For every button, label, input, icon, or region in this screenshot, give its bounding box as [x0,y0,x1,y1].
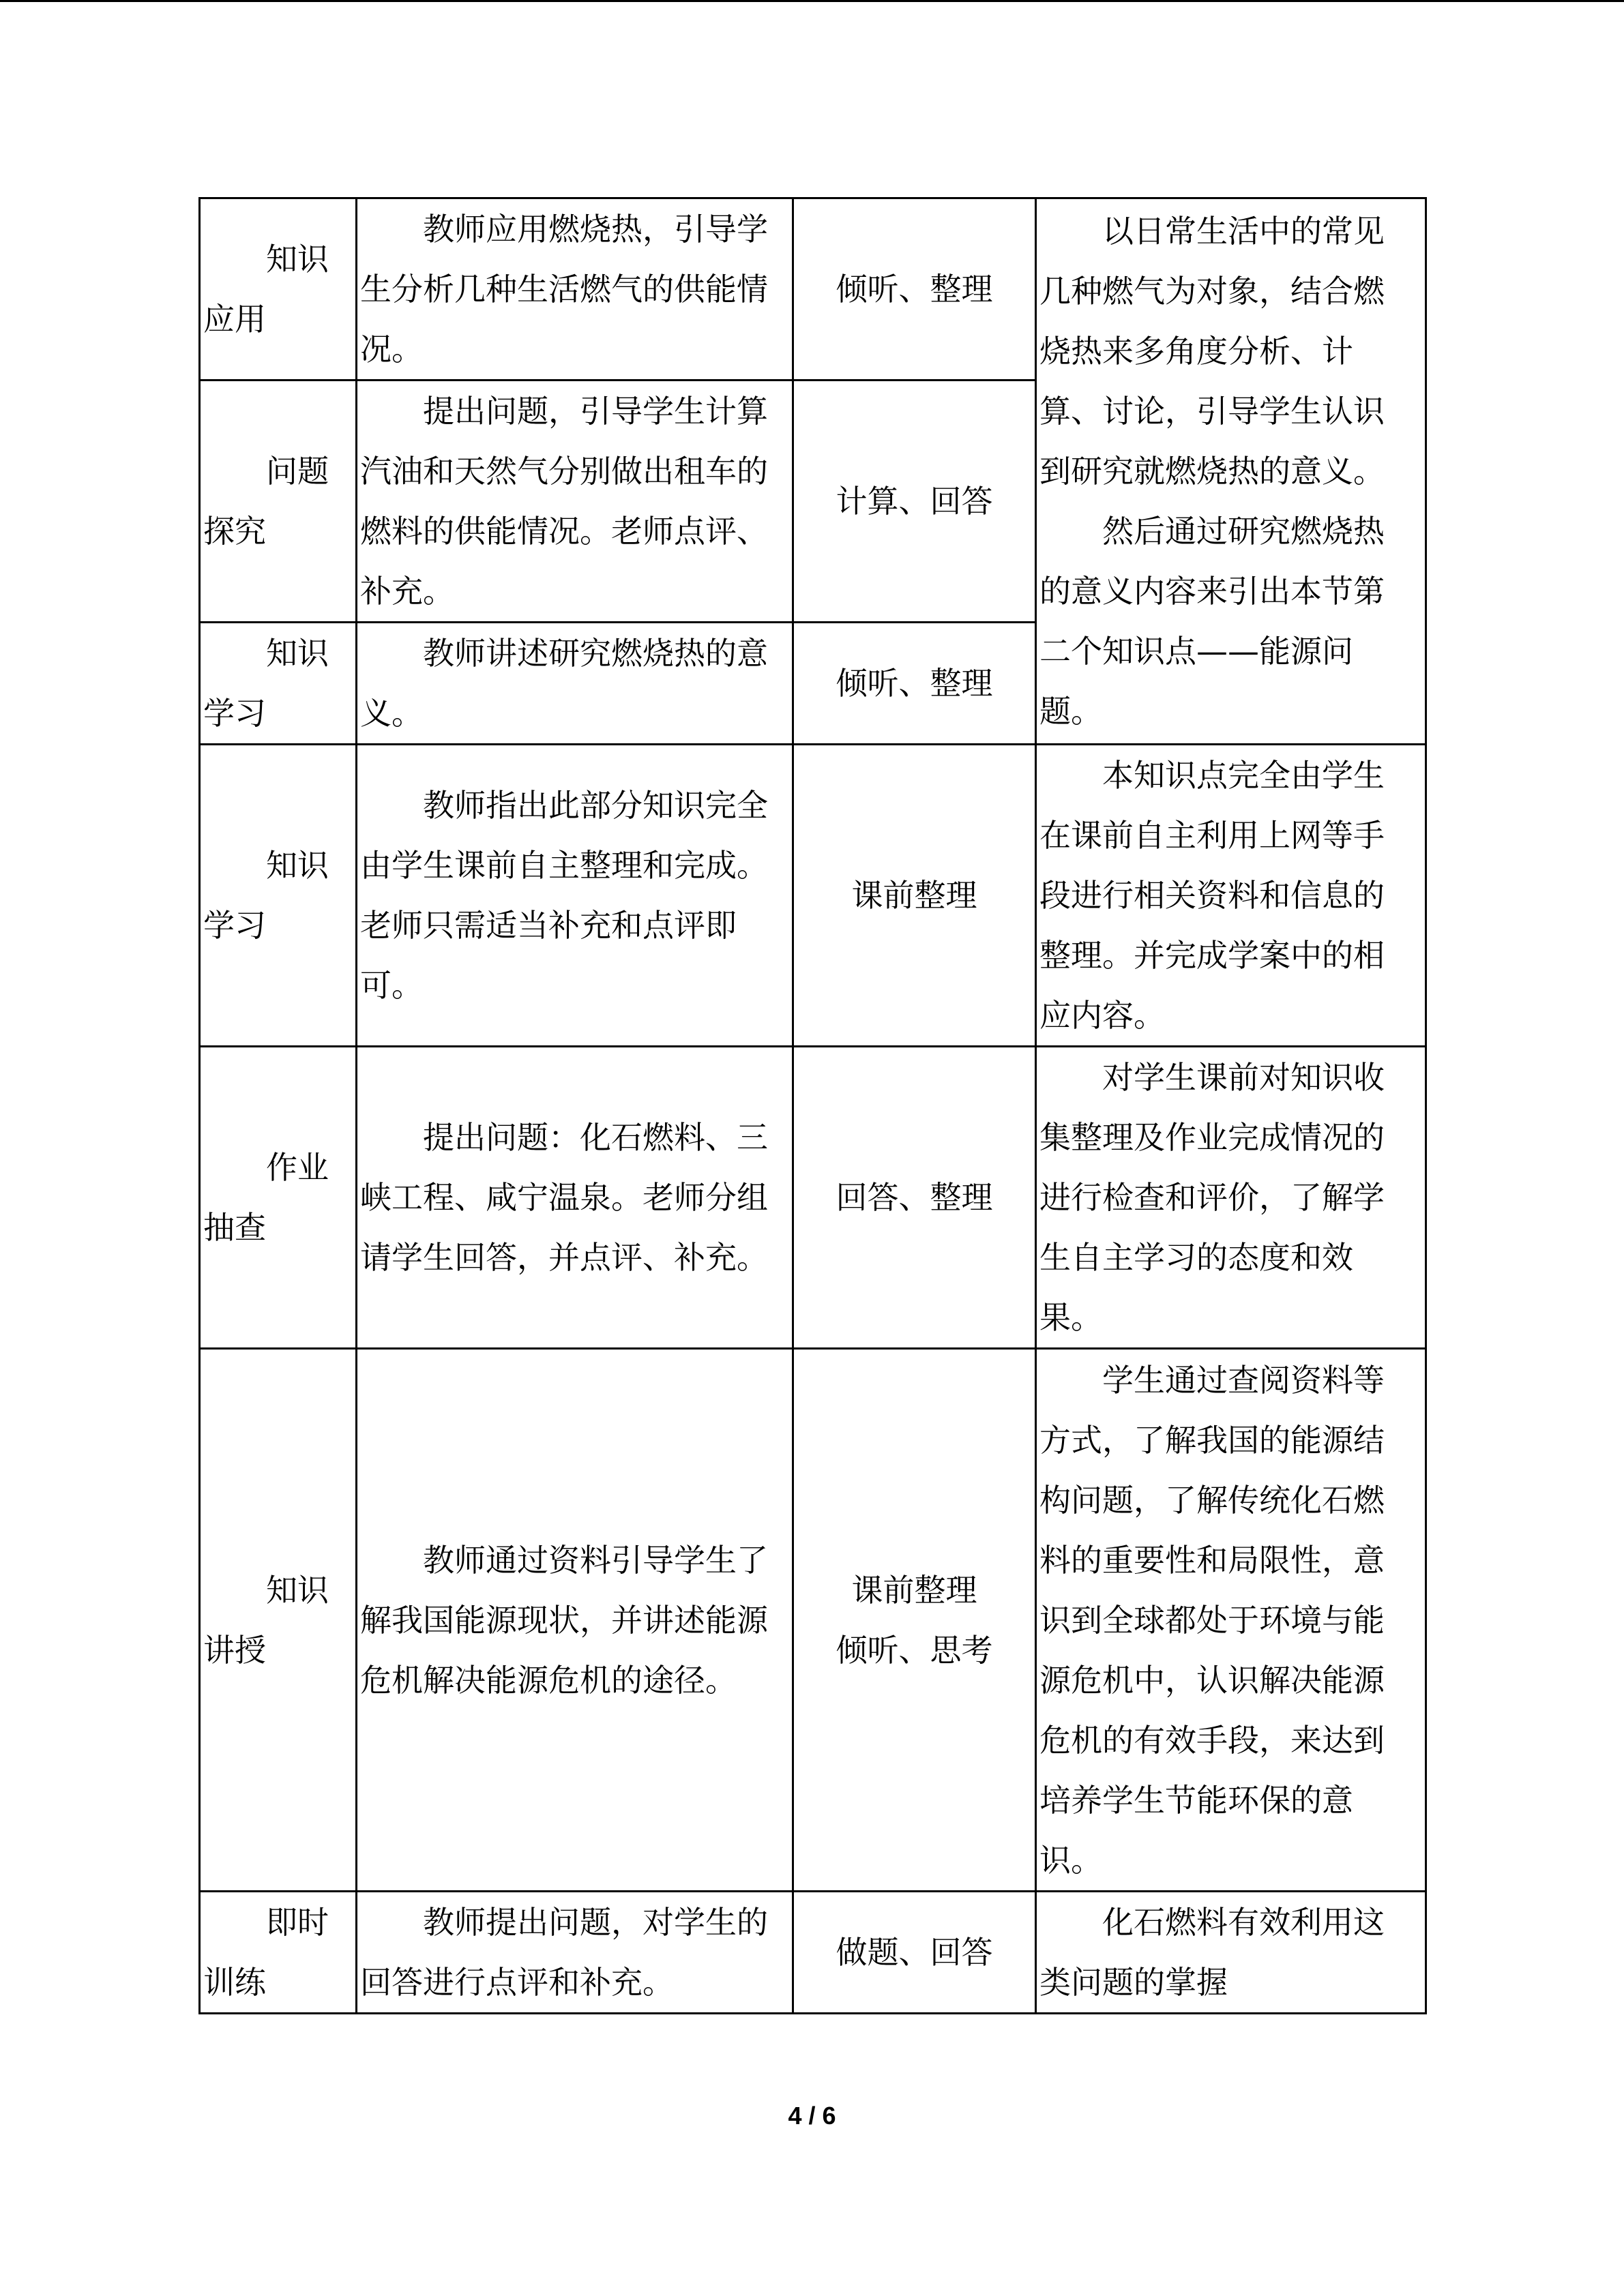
student-activity-line: 倾听、整理 [836,665,993,702]
stage-label-line1: 问题 [266,453,329,490]
table-row [200,1349,1426,1892]
stage-cell [200,745,357,1047]
stage-label-line2: 应用 [203,301,266,338]
stage-cell [200,381,357,623]
stage-label-line2: 训练 [203,1964,266,2001]
purpose-paragraph: 然后通过研究燃烧热的意义内容来引出本节第二个知识点——能源问题。 [1039,513,1385,730]
stage-label-line1: 即时 [266,1904,329,1941]
stage-cell [200,623,357,745]
table-row [200,745,1426,1047]
teacher-activity-cell: 教师指出此部分知识完全由学生课前自主整理和完成。老师只需适当补充和点评即可。 [357,745,793,1047]
page-top-rule [0,0,1624,2]
student-activity-cell [793,1047,1036,1349]
lesson-plan-table [198,197,1427,2014]
student-activity-line: 倾听、思考 [836,1631,993,1669]
student-activity-cell [793,1892,1036,2014]
student-activity-line: 计算、回答 [836,483,993,520]
stage-label-line2: 探究 [203,513,266,550]
page-number: 4 / 6 [788,2102,836,2130]
student-activity-line: 课前整理 [851,1571,977,1609]
student-activity-cell [793,381,1036,623]
design-purpose-merged-cell [1036,198,1426,745]
design-purpose-cell: 化石燃料有效利用这类问题的掌握 [1036,1892,1426,2014]
student-activity-line: 回答、整理 [836,1179,993,1216]
student-activity-cell [793,745,1036,1047]
teacher-activity-cell: 提出问题：化石燃料、三峡工程、咸宁温泉。老师分组请学生回答，并点评、补充。 [357,1047,793,1349]
design-purpose-cell: 学生通过查阅资料等方式，了解我国的能源结构问题，了解传统化石燃料的重要性和局限性，意识到全球都处于环境与能源危机中，认识解决能源危机的有效手段，来达到培养学生节能环保的意识。 [1036,1349,1426,1892]
student-activity-cell [793,1349,1036,1892]
stage-label-line1: 作业 [266,1149,329,1186]
student-activity-cell [793,198,1036,381]
teacher-activity-cell: 教师应用燃烧热，引导学生分析几种生活燃气的供能情况。 [357,198,793,381]
stage-cell [200,1892,357,2014]
table-row [200,1892,1426,2014]
teacher-activity-cell: 教师讲述研究燃烧热的意义。 [357,623,793,745]
teacher-activity-cell: 教师提出问题，对学生的回答进行点评和补充。 [357,1892,793,2014]
stage-label-line1: 知识 [266,241,329,278]
design-purpose-cell: 对学生课前对知识收集整理及作业完成情况的进行检查和评价，了解学生自主学习的态度和效果。 [1036,1047,1426,1349]
stage-label-line2: 学习 [203,695,266,732]
stage-label-line2: 抽查 [203,1209,266,1246]
student-activity-line: 课前整理 [851,877,977,914]
stage-cell [200,1349,357,1892]
stage-label-line1: 知识 [266,1571,329,1609]
teacher-activity-cell: 教师通过资料引导学生了解我国能源现状，并讲述能源危机解决能源危机的途径。 [357,1349,793,1892]
stage-label-line1: 知识 [266,635,329,672]
stage-cell [200,198,357,381]
stage-label-line2: 讲授 [203,1631,266,1669]
stage-label-line1: 知识 [266,847,329,884]
student-activity-cell [793,623,1036,745]
student-activity-line: 倾听、整理 [836,271,993,308]
purpose-paragraph: 以日常生活中的常见几种燃气为对象，结合燃烧热来多角度分析、计算、讨论，引导学生认识到研究就燃烧热的意义。 [1039,213,1385,490]
table-row [200,1047,1426,1349]
student-activity-line: 做题、回答 [836,1934,993,1971]
table-row [200,198,1426,381]
stage-cell [200,1047,357,1349]
design-purpose-cell: 本知识点完全由学生在课前自主利用上网等手段进行相关资料和信息的整理。并完成学案中的相应内容。 [1036,745,1426,1047]
teacher-activity-cell: 提出问题，引导学生计算汽油和天然气分别做出租车的燃料的供能情况。老师点评、补充。 [357,381,793,623]
stage-label-line2: 学习 [203,907,266,944]
